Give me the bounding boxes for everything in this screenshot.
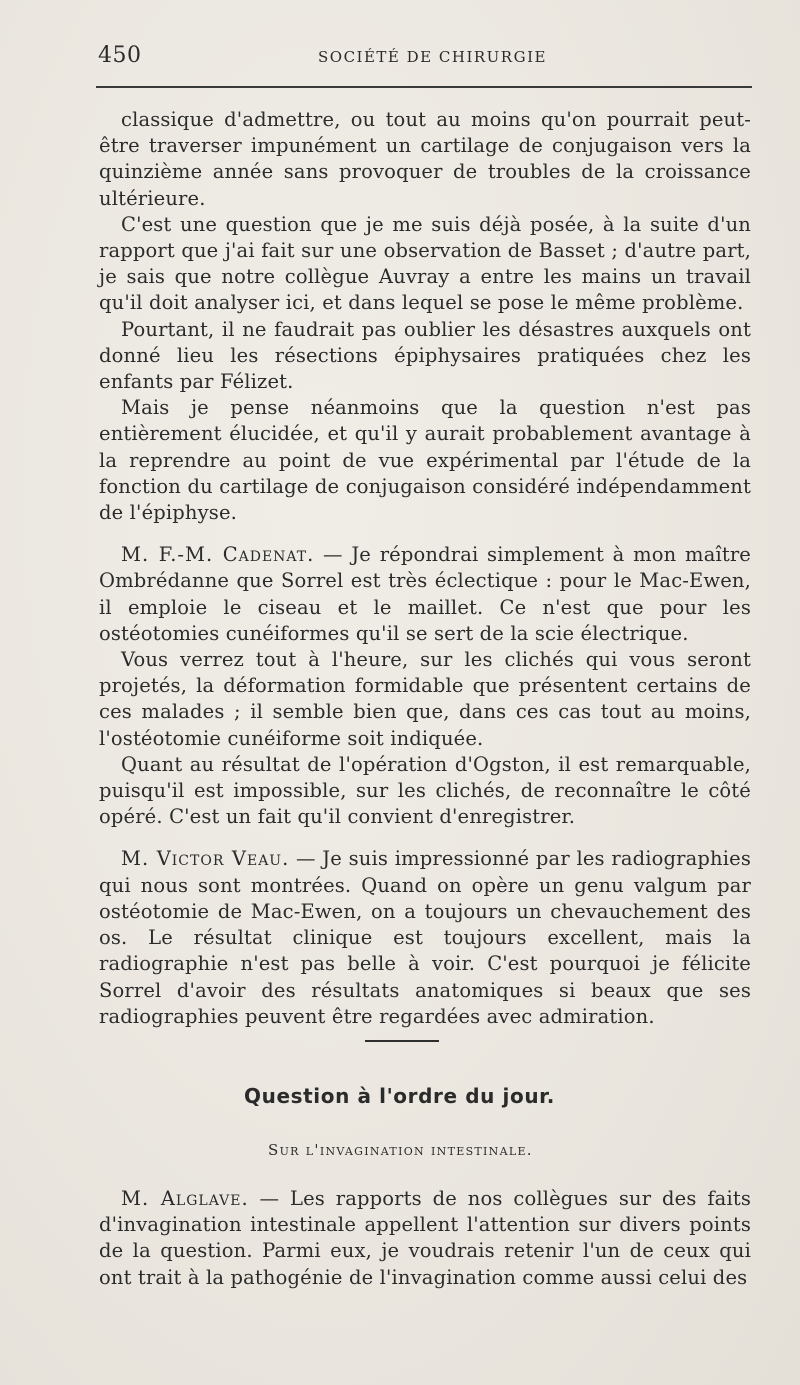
header-rule	[96, 86, 752, 88]
paragraph	[99, 212, 751, 317]
running-head: SOCIÉTÉ DE CHIRURGIE	[318, 48, 547, 66]
paragraph-text: Pourtant, il ne faudrait pas oublier les désastres auxquels ont donné lieu les résections épiphysaires pratiquées chez les enfants par Félizet.	[99, 317, 751, 394]
section-divider	[365, 1040, 439, 1042]
section-title: Question à l'ordre du jour.	[244, 1084, 555, 1108]
paragraph-text: — Je répondrai simplement à mon maître Ombrédanne que Sorrel est très éclectique : pour le Mac-Ewen, il emploie le ciseau et le maillet. Ce n'est que pour les ostéotomies cunéiformes qu'il se sert de la scie électrique.	[99, 543, 751, 645]
paragraph-text: C'est une question que je me suis déjà posée, à la suite d'un rapport que j'ai fait sur une observation de Basset ; d'autre part, je sais que notre collègue Auvray a entre les mains un travail qu'il doit analyser ici, et dans lequel se pose le même problème.	[99, 212, 751, 315]
speaker-name: M. F.-M. Cadenat.	[121, 543, 315, 567]
paragraph	[99, 1186, 751, 1291]
paragraph-text: classique d'admettre, ou tout au moins qu'on pourrait peut-être traverser impunément un cartilage de conjugaison vers la quinzième année sans provoquer de troubles de la croissance ultérieure.	[99, 108, 751, 210]
paragraph-text: Mais je pense néanmoins que la question n'est pas entièrement élucidée, et qu'il y aurait probablement avantage à la reprendre au point de vue expérimental par l'étude de la fonction du cartilage de conjugaison considéré indépendamment de l'épiphyse.	[99, 396, 751, 525]
page-number: 450	[98, 43, 142, 68]
paragraph-text: Quant au résultat de l'opération d'Ogston, il est remarquable, puisqu'il est impossible, sur les clichés, de reconnaître le côté opéré. C'est un fait qu'il convient d'enregistrer.	[99, 752, 751, 829]
paragraph	[99, 846, 751, 1029]
section-subtitle: Sur l'invagination intestinale.	[268, 1141, 533, 1159]
speaker-name: M. Alglave.	[121, 1187, 249, 1210]
paragraph	[99, 317, 751, 396]
section-body	[99, 1186, 751, 1291]
paragraph	[99, 647, 751, 752]
body-text	[99, 107, 751, 1030]
paragraph	[99, 542, 751, 647]
page-header	[98, 43, 748, 73]
paragraph	[99, 107, 751, 212]
paragraph-text: — Les rapports de nos collègues sur des faits d'invagination intestinale appellent l'attention sur divers points de la question. Parmi eux, je voudrais retenir l'un de ceux qui ont trait à la pathogénie de l'invagination comme aussi celui des	[99, 1187, 751, 1289]
paragraph	[99, 395, 751, 526]
speaker-name: M. Victor Veau.	[121, 847, 290, 871]
paragraph	[99, 752, 751, 831]
paragraph-text: — Je suis impressionné par les radiographies qui nous sont montrées. Quand on opère un genu valgum par ostéotomie de Mac-Ewen, on a toujours un chevauchement des os. Le résultat clinique est toujours excellent, mais la radiographie n'est pas belle à voir. C'est pourquoi je félicite Sorrel d'avoir des résultats anatomiques si beaux que ses radiographies peuvent être regardées avec admiration.	[99, 847, 751, 1028]
paragraph-text: Vous verrez tout à l'heure, sur les clichés qui vous seront projetés, la déformation formidable que présentent certains de ces malades ; il semble bien que, dans ces cas tout au moins, l'ostéotomie cunéiforme soit indiquée.	[99, 648, 751, 750]
